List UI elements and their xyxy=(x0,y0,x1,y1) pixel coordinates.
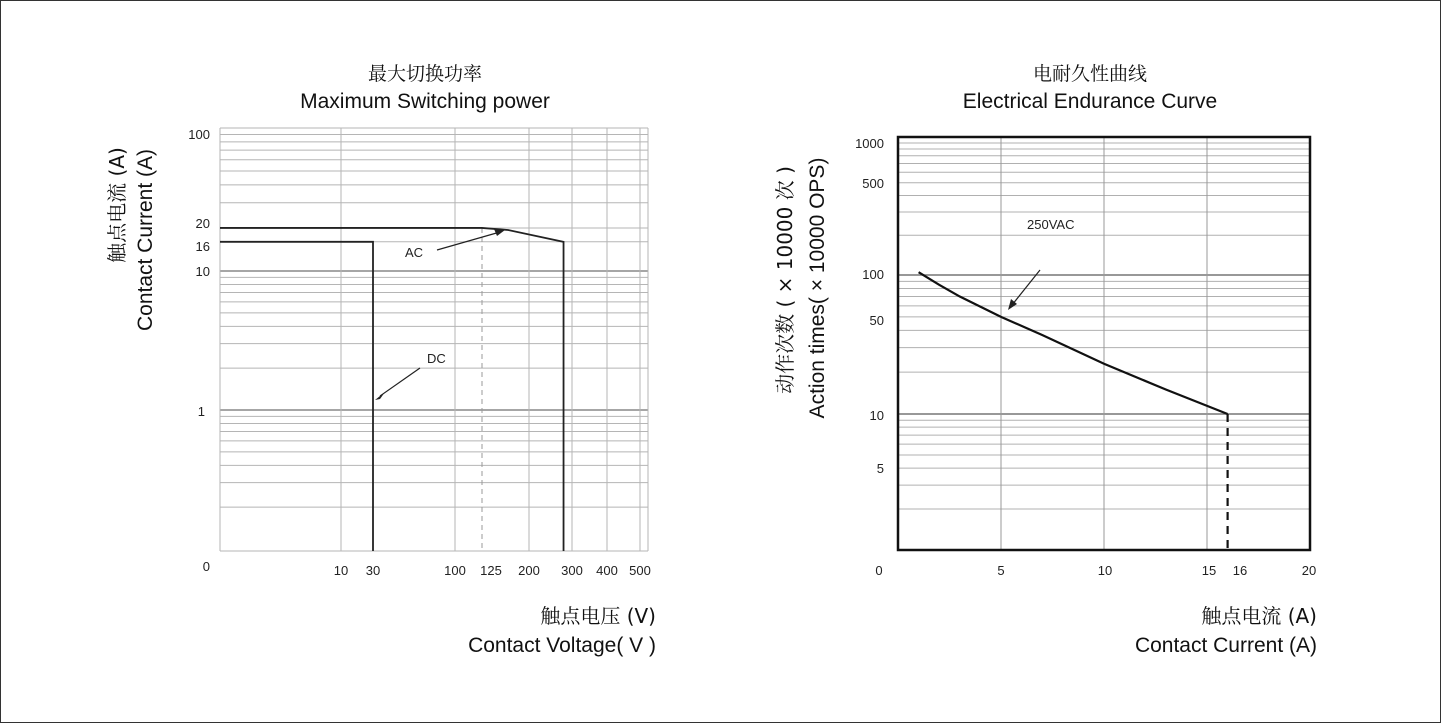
right-xtick-15: 15 xyxy=(1201,563,1217,578)
left-ylabel-cn: 触点电流 (A) xyxy=(105,147,129,263)
left-xtick-10: 10 xyxy=(333,563,349,578)
left-ytick-0: 0 xyxy=(202,559,210,574)
left-xtick-30: 30 xyxy=(365,563,381,578)
left-ytick-20: 20 xyxy=(195,216,210,231)
left-xtick-500: 500 xyxy=(629,563,651,578)
left-ytick-10: 10 xyxy=(195,264,210,279)
left-xtick-100: 100 xyxy=(444,563,466,578)
left-ac-arrow xyxy=(437,232,500,250)
left-ytick-100: 100 xyxy=(188,127,210,142)
right-ytick-100: 100 xyxy=(862,267,884,282)
left-dc-arrow xyxy=(380,368,420,396)
left-xlabel-cn: 触点电压 (V) xyxy=(540,604,656,628)
left-title: Maximum Switching power xyxy=(300,90,550,113)
right-series-label: 250VAC xyxy=(1027,217,1075,232)
left-ylabel: Contact Current (A) xyxy=(134,148,157,332)
right-title-cn: 电耐久性曲线 xyxy=(1032,63,1148,85)
left-dc-label: DC xyxy=(427,351,446,366)
left-xtick-125: 125 xyxy=(480,563,502,578)
right-ytick-5: 5 xyxy=(876,461,884,476)
left-xlabel: Contact Voltage( V ) xyxy=(468,634,656,657)
right-ytick-50: 50 xyxy=(869,313,884,328)
right-ytick-1000: 1000 xyxy=(855,136,884,151)
left-series-dc xyxy=(220,242,373,551)
right-series-250vac xyxy=(919,272,1228,414)
left-series-ac xyxy=(220,228,564,551)
right-ytick-500: 500 xyxy=(862,176,884,191)
left-ytick-1: 1 xyxy=(197,404,205,419)
left-title-cn: 最大切换功率 xyxy=(367,63,483,85)
right-ylabel: Action times( × 10000 OPS) xyxy=(806,157,829,419)
left-ytick-16: 16 xyxy=(195,239,210,254)
right-ylabel-cn: 动作次数 ( × 10000 次 ) xyxy=(773,166,797,394)
right-xtick-10: 10 xyxy=(1097,563,1113,578)
left-xtick-300: 300 xyxy=(561,563,583,578)
left-ac-arrowhead xyxy=(494,229,505,236)
right-xlabel: Contact Current (A) xyxy=(1134,634,1317,657)
left-xtick-400: 400 xyxy=(596,563,618,578)
right-title: Electrical Endurance Curve xyxy=(962,90,1218,113)
right-xtick-0: 0 xyxy=(875,563,883,578)
left-dc-arrowhead xyxy=(375,392,385,400)
right-xtick-20: 20 xyxy=(1301,563,1317,578)
right-xtick-5: 5 xyxy=(997,563,1005,578)
right-xlabel-cn: 触点电流 (A) xyxy=(1201,604,1317,628)
right-xtick-16: 16 xyxy=(1232,563,1248,578)
right-ytick-10: 10 xyxy=(869,408,884,423)
left-ac-label: AC xyxy=(405,245,424,260)
left-xtick-200: 200 xyxy=(518,563,540,578)
